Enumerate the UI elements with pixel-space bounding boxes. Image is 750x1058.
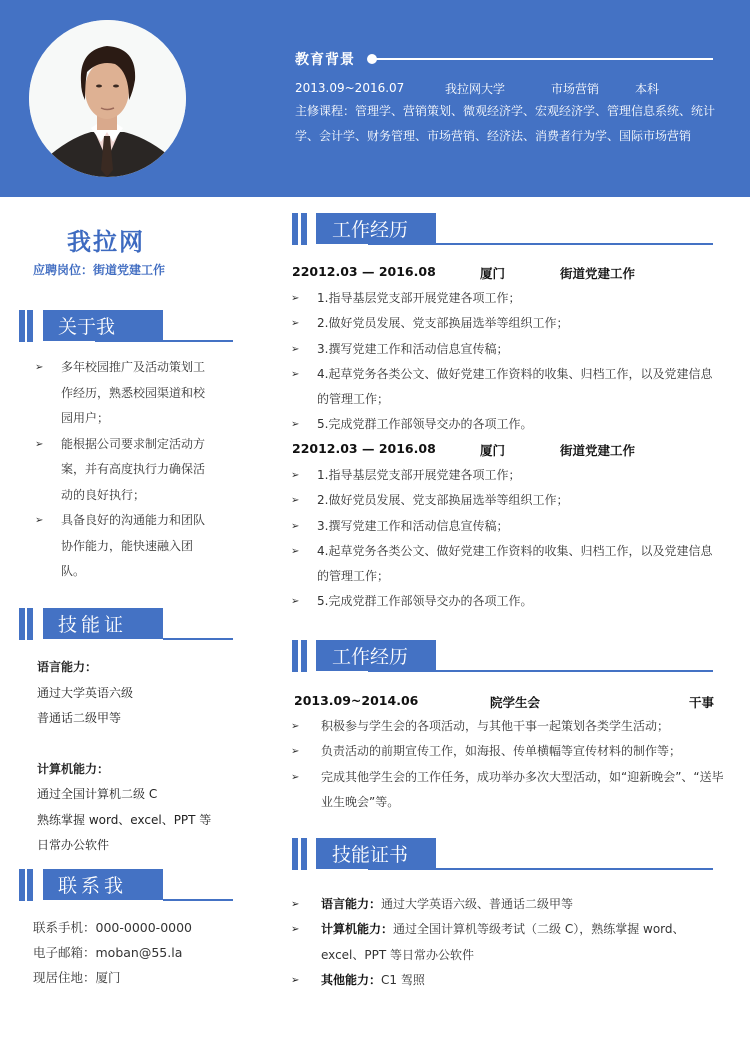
bullet-arrow-icon: ➢ (35, 438, 44, 450)
duty-text: 5.完成党群工作部领导交办的各项工作。 (317, 594, 533, 609)
contact-phone: 联系手机：000-0000-0000 (33, 920, 193, 935)
list-item (291, 739, 731, 764)
header-bar (301, 838, 307, 870)
cert-text: 通过大学英语六级、普通话二级甲等 (381, 897, 574, 911)
bullet-arrow-icon: ➢ (291, 495, 300, 507)
bullet-arrow-icon: ➢ (291, 318, 300, 330)
section-title-box (316, 640, 436, 671)
section-title: 技能证书 (332, 844, 409, 866)
duty-text: 2.做好党员发展、党支部换届选举等组织工作； (317, 316, 569, 331)
bullet-arrow-icon: ➢ (291, 721, 300, 732)
campus-header (294, 693, 714, 711)
section-title: 工作经历 (332, 646, 409, 668)
bullet-arrow-icon: ➢ (291, 899, 300, 910)
section-header-about (19, 310, 233, 342)
section-title-box (43, 310, 163, 341)
computer-item: 熟练掌握 word、excel、PPT 等 (37, 812, 212, 827)
section-underline (163, 899, 233, 901)
section-title: 工作经历 (332, 219, 409, 241)
bullet-arrow-icon: ➢ (35, 362, 44, 373)
about-item-text: 具备良好的沟通能力和团队协作能力，能快速融入团队。 (61, 513, 206, 578)
education-section (295, 47, 725, 148)
job-duties-list (291, 286, 721, 438)
list-item (291, 488, 721, 513)
header-bar (19, 869, 25, 901)
education-row (295, 79, 725, 97)
duty-text: 2.做好党员发展、党支部换届选举等组织工作； (317, 493, 569, 508)
bullet-arrow-icon: ➢ (291, 368, 300, 380)
spacer (37, 732, 211, 757)
portrait-photo-icon (29, 20, 186, 177)
header-bar (292, 640, 298, 672)
duty-text: 3.撰写党建工作和活动信息宣传稿； (317, 518, 509, 533)
education-title: 教育背景 (295, 52, 355, 68)
candidate-name: 我拉网 (67, 228, 145, 256)
header-bar (301, 213, 307, 245)
duty-text: 完成其他学生会的工作任务，成功举办多次大型活动，如“迎新晚会”、“送毕业生晚会”等。 (321, 769, 724, 809)
duty-text: 4.起草党务各类公文、做好党建工作资料的收集、归档工作，以及党建信息的管理工作； (317, 543, 713, 584)
education-degree: 本科 (635, 81, 660, 96)
list-item (291, 714, 731, 739)
list-item (33, 508, 206, 585)
bullet-arrow-icon: ➢ (291, 343, 300, 355)
section-header-certs (292, 838, 713, 870)
bullet-arrow-icon: ➢ (291, 470, 300, 481)
list-item (291, 589, 721, 614)
bullet-arrow-icon: ➢ (291, 419, 300, 431)
job-duties-list (291, 463, 721, 615)
cert-text: 通过全国计算机等级考试（二级 C），熟练掌握 word、excel、PPT 等日常办公软件 (321, 922, 685, 962)
section-title-box (43, 869, 163, 900)
job-role: 街道党建工作 (560, 443, 636, 458)
education-major: 市场营销 (551, 81, 600, 96)
computer-item: 通过全国计算机二级 C (37, 787, 158, 801)
section-title-box (316, 838, 436, 869)
header-bar (292, 213, 298, 245)
list-item (291, 412, 721, 437)
list-item (291, 765, 731, 816)
list-item (33, 432, 206, 509)
section-title-box (43, 608, 163, 639)
duty-text: 负责活动的前期宣传工作，如海报、传单横幅等宣传材料的制作等； (321, 744, 682, 759)
section-title: 联系我 (58, 875, 128, 897)
contact-email: 电子邮箱：moban@55.la (33, 945, 183, 960)
list-item (291, 514, 721, 539)
header-bar (19, 310, 25, 342)
duty-text: 4.起草党务各类公文、做好党建工作资料的收集、归档工作，以及党建信息的管理工作； (317, 366, 713, 407)
about-list (33, 355, 206, 585)
campus-duties-list (291, 714, 731, 815)
duty-text: 1.指导基层党支部开展党建各项工作； (317, 468, 521, 482)
cert-label: 其他能力： (321, 972, 382, 987)
job-date: 22012.03 — 2016.08 (292, 264, 436, 279)
section-underline (163, 638, 233, 640)
header-bar (27, 608, 33, 640)
skills-left-list (37, 655, 211, 859)
bullet-arrow-icon: ➢ (291, 293, 300, 304)
header-bar (19, 608, 25, 640)
section-underline (368, 243, 713, 245)
position-value: 街道党建工作 (93, 263, 166, 277)
section-title-box (316, 213, 436, 244)
about-item-text: 多年校园推广及活动策划工作经历，熟悉校园渠道和校园用户； (61, 360, 206, 425)
computer-label: 计算机能力： (37, 761, 110, 776)
education-school: 我拉网大学 (445, 81, 506, 96)
list-item (291, 463, 721, 488)
job-header (292, 441, 635, 459)
contact-list (33, 915, 192, 990)
bullet-arrow-icon: ➢ (291, 974, 300, 986)
section-header-skills (19, 608, 233, 640)
bullet-arrow-icon: ➢ (291, 924, 300, 936)
section-title: 关于我 (58, 316, 116, 338)
job-city: 厦门 (480, 443, 506, 458)
education-date: 2013.09~2016.07 (295, 81, 405, 95)
duty-text: 积极参与学生会的各项活动，与其他干事一起策划各类学生活动； (321, 719, 670, 733)
section-header-contact (19, 869, 233, 901)
avatar (29, 20, 186, 177)
header-bar (292, 838, 298, 870)
education-divider (371, 58, 713, 60)
about-item-text: 能根据公司要求制定活动方案，并有高度执行力确保活动的良好执行； (61, 436, 206, 502)
certs-list (291, 892, 721, 993)
position-label: 应聘岗位： (33, 263, 94, 277)
header-bar (301, 640, 307, 672)
job-date: 22012.03 — 2016.08 (292, 441, 436, 456)
applied-position (33, 261, 165, 278)
list-item (291, 968, 721, 993)
campus-date: 2013.09~2014.06 (294, 693, 419, 708)
duty-text: 1.指导基层党支部开展党建各项工作； (317, 291, 521, 305)
campus-org: 院学生会 (490, 695, 541, 710)
section-title: 技能证 (58, 614, 128, 636)
duty-text: 3.撰写党建工作和活动信息宣传稿； (317, 341, 509, 356)
section-underline (368, 670, 713, 672)
contact-location: 现居住地：厦门 (33, 970, 121, 985)
language-label: 语言能力： (37, 660, 98, 674)
job-role: 街道党建工作 (560, 266, 636, 281)
list-item (291, 311, 721, 336)
list-item (291, 337, 721, 362)
bullet-arrow-icon: ➢ (291, 771, 300, 783)
bullet-arrow-icon: ➢ (291, 746, 300, 758)
bullet-arrow-icon: ➢ (35, 515, 44, 526)
bullet-arrow-icon: ➢ (291, 520, 300, 532)
section-underline (368, 868, 713, 870)
bullet-arrow-icon: ➢ (291, 596, 300, 608)
list-item (291, 917, 721, 968)
section-header-campus (292, 640, 713, 672)
campus-role: 干事 (688, 695, 714, 710)
section-header-work (292, 213, 713, 245)
education-courses: 主修课程：管理学、营销策划、微观经济学、宏观经济学、管理信息系统、统计学、会计学、财务管理、市场营销、经济法、消费者行为学、国际市场营销 (295, 104, 716, 143)
job-header (292, 264, 635, 282)
job-city: 厦门 (480, 266, 506, 281)
cert-text: C1 驾照 (381, 972, 425, 987)
list-item (291, 362, 721, 413)
list-item (33, 355, 206, 432)
section-underline (95, 340, 233, 342)
list-item (291, 286, 721, 311)
computer-item: 日常办公软件 (37, 838, 110, 852)
language-item: 普通话二级甲等 (37, 711, 122, 725)
cert-label: 语言能力： (321, 897, 382, 911)
list-item (291, 892, 721, 917)
header-bar (27, 869, 33, 901)
language-item: 通过大学英语六级 (37, 685, 134, 700)
list-item (291, 539, 721, 590)
cert-label: 计算机能力： (321, 922, 394, 937)
duty-text: 5.完成党群工作部领导交办的各项工作。 (317, 417, 533, 432)
header-bar (27, 310, 33, 342)
bullet-arrow-icon: ➢ (291, 545, 300, 557)
